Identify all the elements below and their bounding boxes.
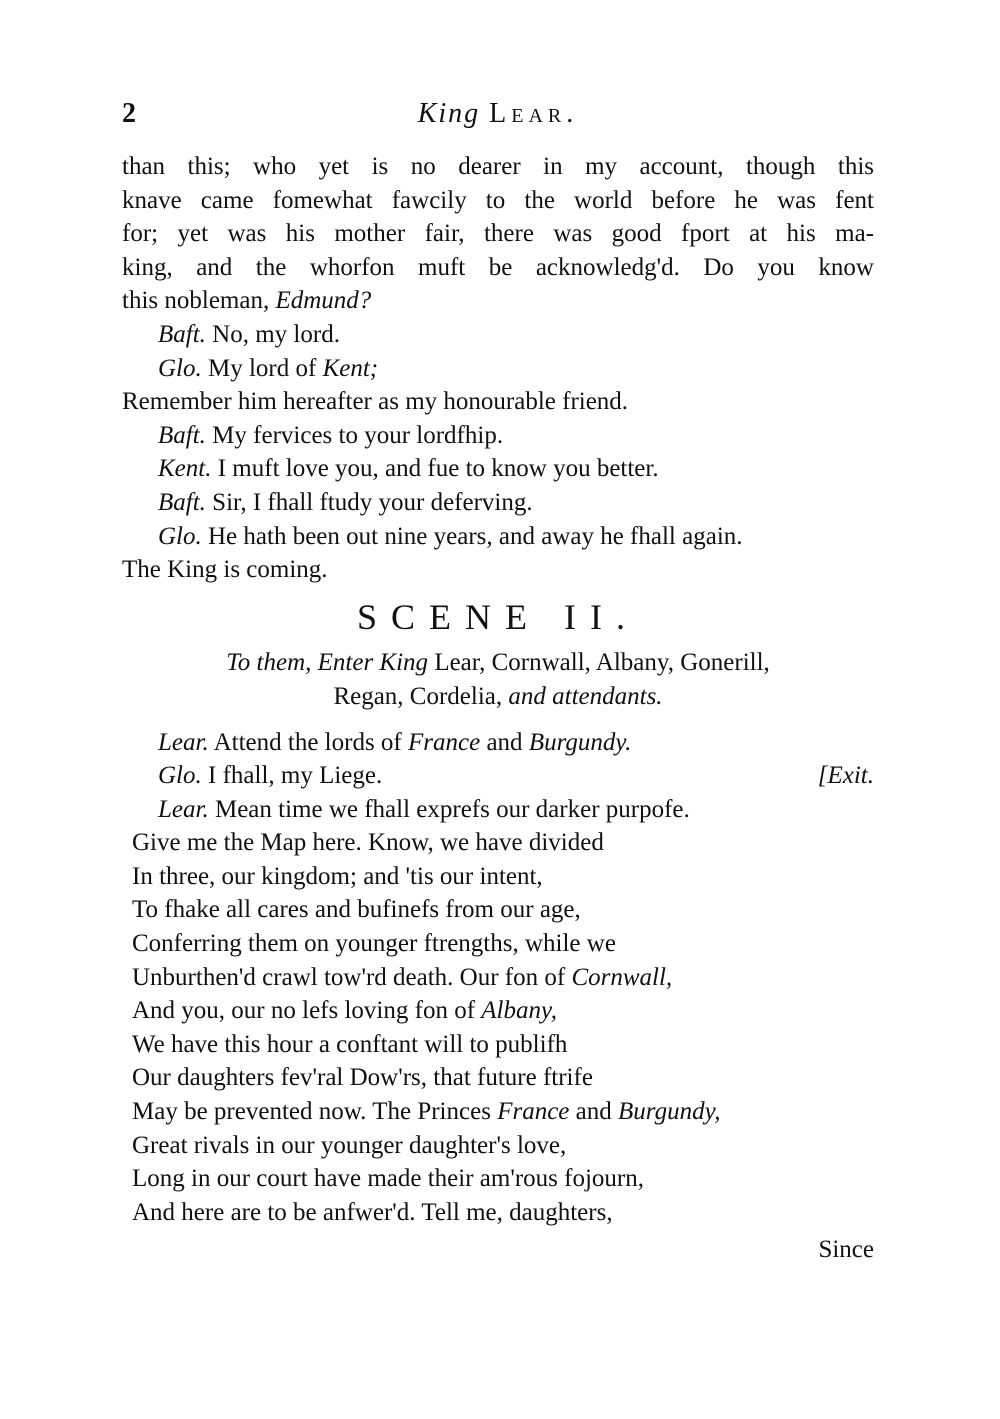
- verse-line: Give me the Map here. Know, we have divided: [132, 829, 604, 857]
- running-title: [118, 98, 878, 130]
- scene-heading: SCENE II.: [357, 596, 639, 637]
- speech-text: My fervices to your lordfhip.: [205, 421, 504, 449]
- catchword: Since: [818, 1236, 874, 1264]
- speaker: Baft.: [158, 320, 206, 348]
- speaker: Baft.: [158, 488, 206, 516]
- speech-text: I muft love you, and fue to know you better.: [211, 455, 659, 483]
- speech-line: [122, 352, 874, 386]
- speech-text: He hath been out nine years, and away he fhall again.: [201, 522, 743, 550]
- prose-line: [122, 284, 874, 318]
- verse-line: [122, 994, 874, 1028]
- speech-text: My lord of: [201, 354, 323, 382]
- speaker: Lear.: [158, 795, 209, 823]
- running-title-italic: King: [417, 98, 481, 129]
- speaker: Glo.: [158, 522, 202, 550]
- speech-text: I fhall, my Liege.: [201, 762, 383, 790]
- verse-text: and: [569, 1098, 618, 1126]
- speech-line: [122, 520, 874, 554]
- character-name: Edmund?: [275, 287, 372, 315]
- verse-line: [122, 1095, 874, 1129]
- verse-text: May be prevented now. The Princes: [132, 1098, 498, 1126]
- speech-text: Mean time we fhall exprefs our darker purpofe.: [208, 795, 690, 823]
- page-number: 2: [122, 98, 136, 129]
- verse-text: Unburthen'd crawl tow'rd death. Our fon of: [132, 963, 572, 991]
- stage-direction: [122, 646, 874, 713]
- speech-text: Attend the lords of: [208, 728, 408, 756]
- verse-text: And you, our no lefs loving fon of: [132, 997, 482, 1025]
- prose-line: than this; who yet is no dearer in my account, though this: [122, 153, 874, 180]
- verse-line: Our daughters fev'ral Dow'rs, that future ftrife: [132, 1064, 593, 1092]
- speech-line: [122, 486, 874, 520]
- speaker: Kent.: [158, 455, 212, 483]
- speaker: Glo.: [158, 762, 202, 790]
- place-name: France: [408, 728, 481, 756]
- speech-text: and: [480, 728, 529, 756]
- prose-text: this nobleman,: [122, 287, 276, 315]
- speech-line: [122, 793, 874, 827]
- verse-line: [122, 961, 874, 995]
- verse-line: To fhake all cares and bufinefs from our age,: [132, 896, 581, 924]
- speech-text: Sir, I fhall ftudy your deferving.: [205, 488, 533, 516]
- place-name: Burgundy,: [618, 1098, 721, 1126]
- verse-line: In three, our kingdom; and 'tis our intent,: [132, 862, 543, 890]
- speech-continuation: Remember him hereafter as my honourable friend.: [122, 388, 629, 416]
- verse-line: Great rivals in our younger daughter's love,: [132, 1131, 567, 1159]
- speaker: Baft.: [158, 421, 206, 449]
- direction-names: Regan, Cordelia,: [333, 682, 503, 710]
- direction-italic: and attendants.: [502, 682, 663, 710]
- direction-names: Lear, Cornwall, Albany, Gonerill,: [428, 649, 770, 677]
- running-header: [118, 98, 878, 142]
- prose-line: king, and the whorfon muft be acknowledg'd. Do you know: [122, 253, 874, 281]
- speech-line: [122, 452, 874, 486]
- verse-line: We have this hour a conftant will to publifh: [132, 1030, 568, 1058]
- speech-continuation: The King is coming.: [122, 556, 328, 584]
- direction-italic: To them, Enter King: [226, 649, 429, 677]
- prose-line: knave came fomewhat fawcily to the world before he was fent: [122, 186, 874, 214]
- place-name: France: [497, 1098, 570, 1126]
- place-name: Burgundy.: [528, 728, 632, 756]
- speech-line: [122, 726, 874, 760]
- verse-line: Long in our court have made their am'rous fojourn,: [132, 1165, 644, 1193]
- prose-line: for; yet was his mother fair, there was good fport at his ma-: [122, 220, 874, 248]
- speech-line: [122, 318, 874, 352]
- speaker: Glo.: [158, 354, 202, 382]
- page-text: [122, 150, 874, 1267]
- speech-line: [122, 419, 874, 453]
- verse-line: Conferring them on younger ftrengths, while we: [132, 930, 616, 958]
- running-title-caps: Lear.: [489, 98, 579, 129]
- speech-line: [122, 759, 874, 793]
- character-name: Albany,: [481, 997, 557, 1025]
- character-name: Cornwall,: [571, 963, 673, 991]
- speech-text: No, my lord.: [205, 320, 340, 348]
- verse-line: And here are to be anfwer'd. Tell me, daughters,: [132, 1198, 613, 1226]
- place-name: Kent;: [322, 354, 379, 382]
- speaker: Lear.: [158, 728, 209, 756]
- exit-direction: [Exit.: [817, 762, 874, 790]
